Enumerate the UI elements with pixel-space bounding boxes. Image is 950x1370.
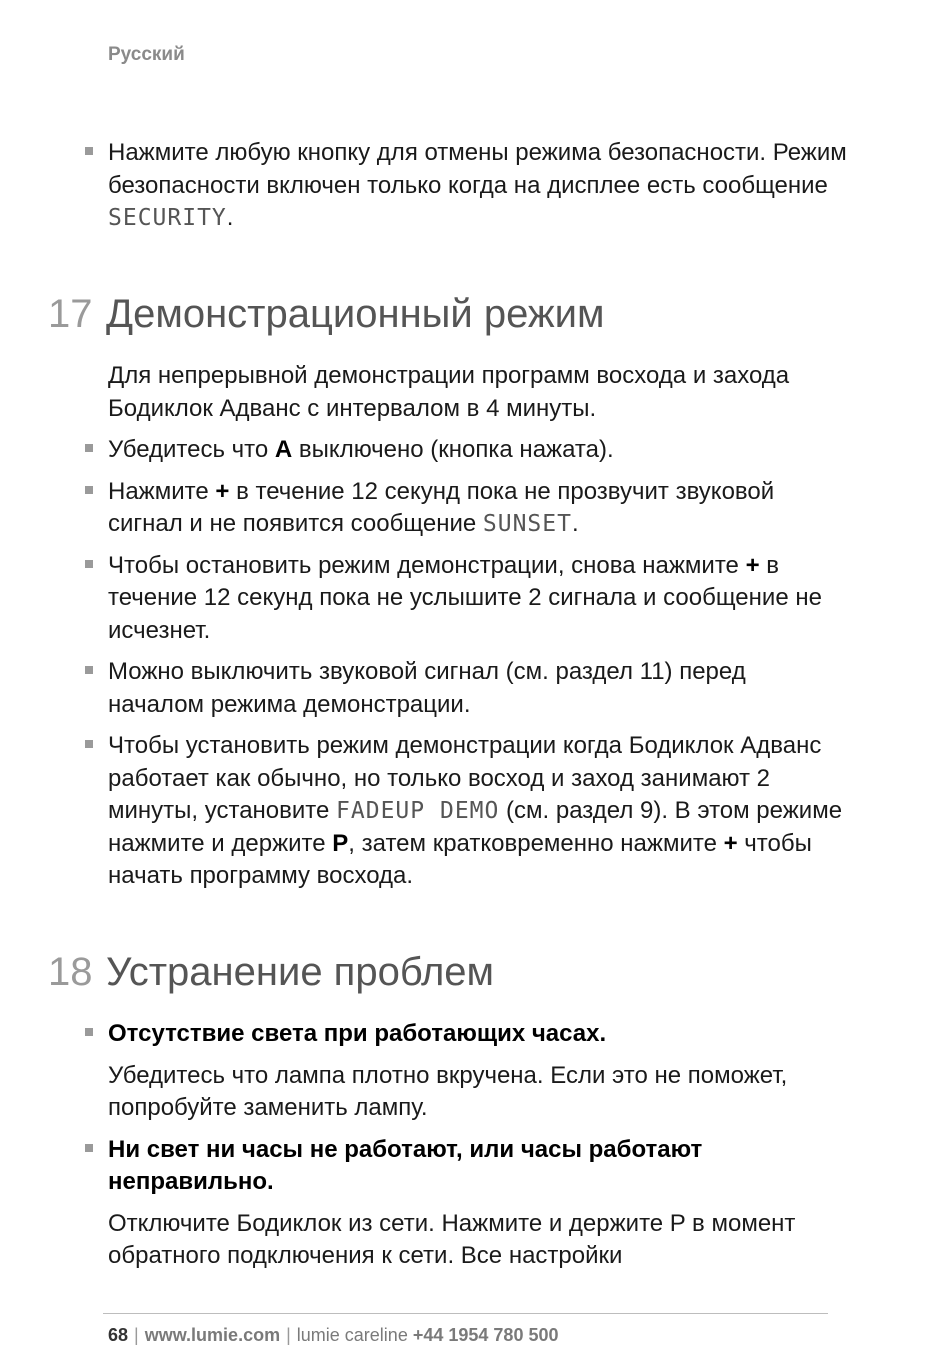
list-item [0,137,848,235]
lcd-message: SECURITY [108,205,227,231]
item-text: выключено (кнопка нажата). [292,436,614,463]
key-label: P [332,829,349,857]
section-17-body [0,360,950,893]
key-label: A [274,436,293,463]
footer-separator: | [134,1325,139,1345]
section-18-body [0,1018,950,1273]
careline-phone: +44 1954 780 500 [412,1325,559,1345]
item-text: в течение 12 секунд пока не услышите 2 сигнала и сообщение не исчезнет. [108,551,822,644]
solution-text: Убедитесь что лампа плотно вкручена. Если это не поможет, попробуйте заменить лампу. [108,1061,788,1121]
bullet-icon [85,486,93,494]
item-text: Чтобы остановить режим демонстрации, снова нажмите [108,551,746,579]
item-text: Чтобы установить режим демонстрации когда Бодиклок Адванс работает как обычно, но только восход и заход занимают 2 минуты, установите [108,732,822,824]
key-label: + [215,477,230,505]
list-item [0,656,848,721]
bullet-icon [85,560,93,568]
section-title: Устранение проблем [106,950,495,994]
key-label: + [745,551,760,579]
item-text-end: . [571,510,579,537]
bullet-icon [85,1028,93,1036]
item-text: в течение 12 секунд пока не прозвучит звуковой сигнал и не появится сообщение [108,477,775,537]
bullet-icon [85,666,93,674]
bullet-icon [85,444,93,452]
problem-text: Ни свет ни часы не работают, или часы работают неправильно. [108,1135,703,1195]
solution-text: Отключите Бодиклок из сети. Нажмите и держите P в момент обратного подключения к сети. Все настройки [108,1209,796,1269]
section-heading-18 [48,950,494,995]
list-item [0,434,848,467]
section-number: 17 [48,292,93,336]
item-text-end: . [226,204,234,231]
problem-heading [0,1134,848,1199]
careline-label: lumie careline [296,1325,413,1345]
footer-separator: | [286,1325,291,1345]
section-number: 18 [48,950,93,994]
bullet-icon [85,147,93,155]
list-item [0,550,848,648]
lcd-message: SUNSET [482,511,572,537]
footer [108,1325,559,1346]
item-text: Нажмите любую кнопку для отмены режима безопасности. Режим безопасности включен только когда на дисплее есть сообщение [108,139,847,199]
language-label: Русский [108,44,185,65]
section-heading-17 [48,292,605,337]
bullet-icon [85,1144,93,1152]
list-item [0,730,848,893]
website-link[interactable]: www.lumie.com [144,1325,281,1345]
key-label: + [723,829,738,857]
item-text: Можно выключить звуковой сигнал (см. раздел 11) перед началом режима демонстрации. [108,658,746,718]
item-text-end: чтобы начать программу восхода. [108,829,812,889]
section-title: Демонстрационный режим [106,292,605,336]
item-text: , затем кратковременно нажмите [348,829,724,857]
item-text: Нажмите [108,477,216,505]
list-item [0,476,848,541]
page-number: 68 [108,1325,129,1345]
intro-block [0,137,950,235]
problem-text: Отсутствие света при работающих часах. [108,1020,607,1047]
item-text: Убедитесь что [108,436,275,463]
bullet-icon [85,740,93,748]
section-intro: Для непрерывной демонстрации программ восхода и захода Бодиклок Адванс с интервалом в 4 минуты. [108,362,790,422]
lcd-message: FADEUP DEMO [336,798,500,824]
problem-heading [0,1018,848,1051]
item-text: (см. раздел 9). В этом режиме нажмите и держите [108,797,843,857]
footer-divider [103,1313,828,1314]
